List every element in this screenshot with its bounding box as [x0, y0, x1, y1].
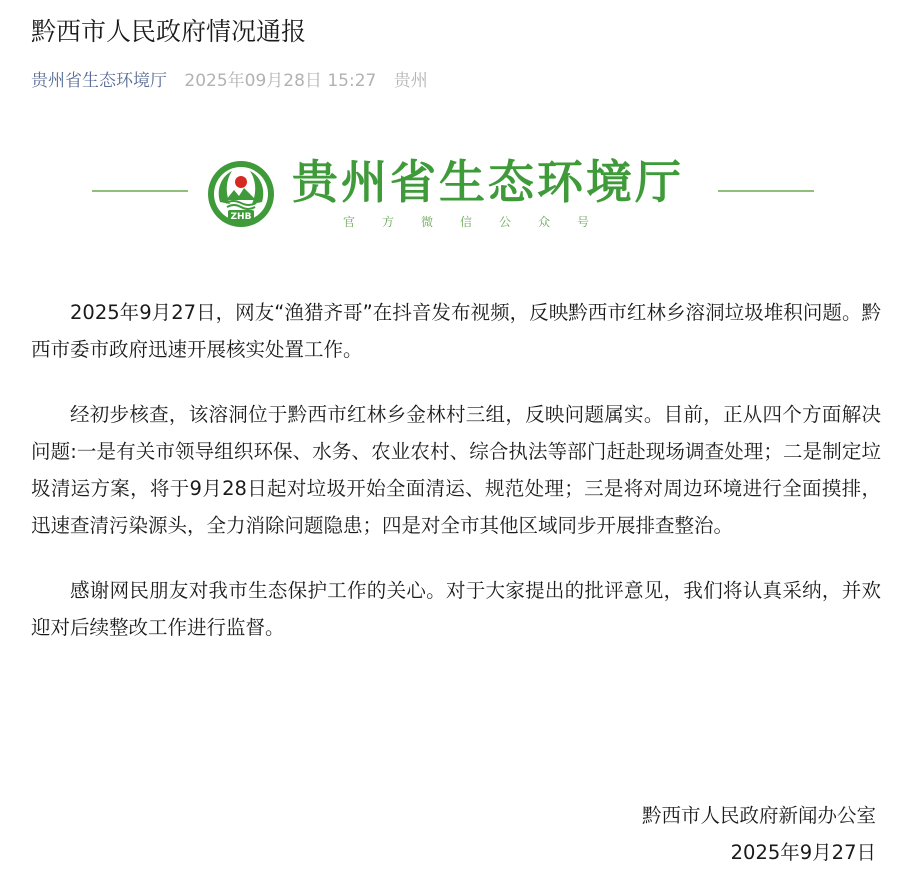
- account-banner-image: [0, 150, 914, 240]
- account-name-link[interactable]: 贵州省生态环境厅: [31, 71, 167, 91]
- banner-subtitle: 官方微信公众号: [343, 215, 617, 229]
- publish-location: 贵州: [393, 71, 428, 91]
- paragraph: 经初步核查，该溶洞位于黔西市红林乡金林村三组，反映问题属实。目前，正从四个方面解决问题:一是有关市领导组织环保、水务、农业农村、综合执法等部门赶赴现场调查处理；二是制定垃圾清运方案，将于9月28日起对垃圾开始全面清运、规范处理；三是将对周边环境进行全面摸排，迅速查清污染源头，全力消除问题隐患；四是对全市其他区域同步开展排查整治。: [31, 403, 881, 537]
- signature-block: [642, 797, 876, 871]
- paragraph: 感谢网民朋友对我市生态保护工作的关心。对于大家提出的批评意见，我们将认真采纳，并欢迎对后续整改工作进行监督。: [31, 579, 881, 639]
- article-meta: [31, 69, 428, 93]
- banner-divider-right: [718, 190, 814, 192]
- emblem-text: ZHB: [230, 212, 252, 222]
- article-title: 黔西市人民政府情况通报: [31, 17, 307, 46]
- publish-time: 2025年09月28日 15:27: [184, 71, 377, 91]
- banner-brand-text: 贵州省生态环境厅: [292, 155, 684, 209]
- article-body: [31, 294, 881, 674]
- signature-org: 黔西市人民政府新闻办公室: [641, 804, 876, 827]
- emblem-logo-icon: [206, 158, 276, 230]
- banner-divider-left: [92, 190, 188, 192]
- signature-date: 2025年9月27日: [730, 841, 876, 864]
- paragraph: 2025年9月27日，网友“渔猎齐哥”在抖音发布视频，反映黔西市红林乡溶洞垃圾堆积问题。黔西市委市政府迅速开展核实处置工作。: [31, 301, 881, 361]
